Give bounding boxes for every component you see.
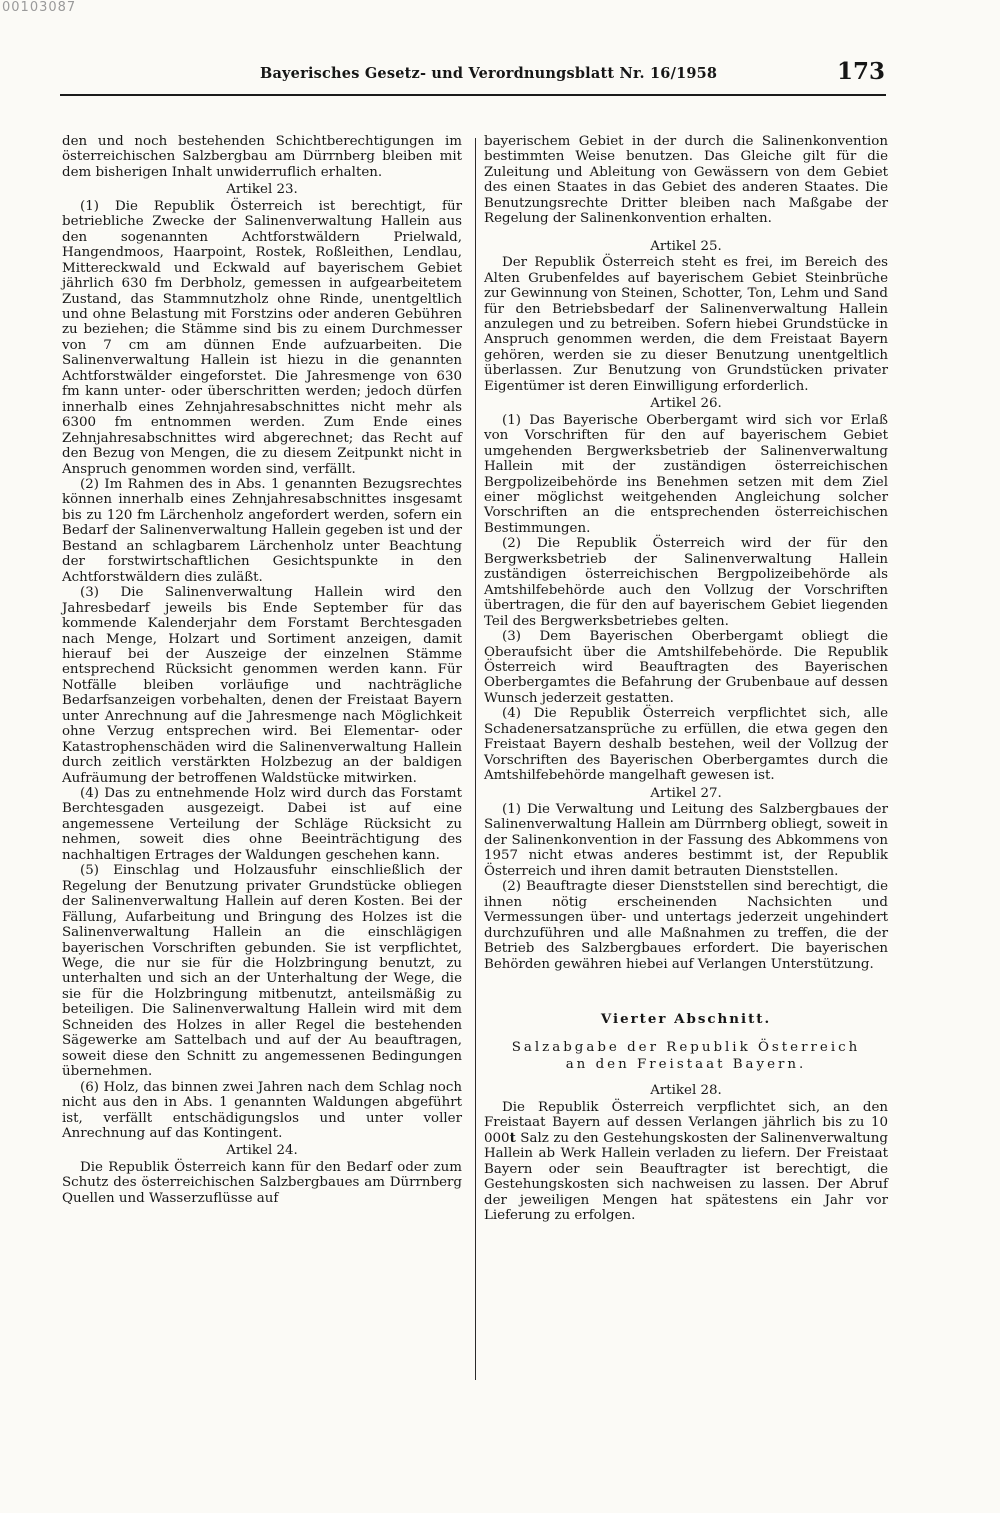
section-title: Vierter Abschnitt. (600, 1011, 772, 1028)
article-27-para-2: (2) Beauftragte dieser Dienststellen sind berechtigt, die ihnen nötig erscheinenden Nachsichten und Vermessungen über- und untertags jederzeit ungehindert durchzuführen und alle Maßnahmen zu treffen, die der Betrieb des Salzbergbaues erfordert. Die bayerischen Behörden gewähren hiebei auf Verlangen Unterstützung. (484, 879, 888, 972)
article-26-para-4: (4) Die Republik Österreich verpflichtet sich, alle Schadenersatzansprüche zu erfüllen, die etwa gegen den Freistaat Bayern deshalb bestehen, weil der Vollzug der Vorschriften des Bayerischen Oberbergamtes durch die Amtshilfebehörde mangelhaft gewesen ist. (484, 706, 888, 784)
column-divider (475, 138, 476, 1380)
article-23-para-1: (1) Die Republik Österreich ist berechtigt, für betriebliche Zwecke der Salinenverwaltung Hallein aus den sogenannten Achtforstwäldern Prielwald, Hangendmoos, Haarpoint, Rostek, Roßleithen, Lendlau, Mittereckwald und Eckwald auf bayerischem Gebiet jährlich 630 fm Derbholz, gemessen in aufgearbeitetem Zustand, das Stammnutzholz ohne Rinde, unentgeltlich und ohne Belastung mit Forstzins oder anderen Gebühren zu beziehen; die Stämme sind bis zu einem Durchmesser von 7 cm am dünnen Ende aufzuarbeiten. Die Salinenverwaltung Hallein ist hiezu in die genannten Achtforstwälder eingeforstet. Die Jahresmenge von 630 fm kann unter- oder überschritten werden; jedoch dürfen innerhalb eines Zehnjahresabschnittes nicht mehr als 6300 fm entnommen werden. Zum Ende eines Zehnjahresabschnittes wird abgerechnet; das Recht auf den Bezug von Mengen, die zu diesem Zeitpunkt nicht in Anspruch genommen worden sind, verfällt. (62, 198, 462, 477)
article-23-para-6: (6) Holz, das binnen zwei Jahren nach dem Schlag noch nicht aus den in Abs. 1 genannten Waldungen abgeführt ist, verfällt entschädigungslos und unter voller Anrechnung auf das Kontingent. (62, 1079, 462, 1141)
article-28-text-b: Salz zu den Gestehungskosten der Salinenverwaltung Hallein ab Werk Hallein verladen zu liefern. Der Freistaat Bayern oder sein Beauftragter ist berechtigt, die Gestehungskosten sich nachweisen zu lassen. Der Abruf der jeweiligen Mengen hat spätestens ein Jahr vor Lieferung zu erfolgen. (484, 1130, 888, 1224)
article-23-para-3: (3) Die Salinenverwaltung Hallein wird den Jahresbedarf jeweils bis Ende September für das kommende Kalenderjahr dem Forstamt Berchtesgaden nach Menge, Holzart und Sortiment anzeigen, damit hierauf bei der Auszeige der einzelnen Stämme entsprechend Rücksicht genommen werden kann. Für Notfälle bleiben vorläufige und nachträgliche Bedarfsanzeigen vorbehalten, denen der Freistaat Bayern unter Anrechnung auf die Jahresmenge nach Möglichkeit ohne Verzug entsprechen wird. Bei Elementar- oder Katastrophenschäden wird die Salinenverwaltung Hallein durch zeitlich verstärkten Holzbezug an der baldigen Aufräumung der betroffenen Waldstücke mitwirken. (62, 585, 462, 786)
article-27-para-1: (1) Die Verwaltung und Leitung des Salzbergbaues der Salinenverwaltung Hallein am Dürrnberg obliegt, soweit in der Salinenkonvention in der Fassung des Abkommens von 1957 nicht etwas anderes bestimmt ist, der Republik Österreich und ihren damit betrauten Dienststellen. (484, 802, 888, 879)
article-26-para-2: (2) Die Republik Österreich wird der für den Bergwerksbetrieb der Salinenverwaltung Hallein zuständigen österreichischen Bergpolizeibehörde als Amtshilfebehörde auch den Vollzug der Vorschriften übertragen, die für den auf bayerischem Gebiet liegenden Teil des Bergwerksbetriebes gelten. (484, 536, 888, 629)
article-23-heading: Artikel 23. (226, 182, 298, 198)
paragraph-continuation: den und noch bestehenden Schichtberechtigungen im österreichischen Salzbergbau am Dürrnberg bleiben mit dem bisherigen Inhalt unwiderruflich erhalten. (62, 134, 462, 180)
header-rule (60, 94, 886, 96)
article-25-heading: Artikel 25. (650, 238, 722, 254)
article-24-para-1: Die Republik Österreich kann für den Bedarf oder zum Schutz des österreichischen Salzbergbaues am Dürrnberg Quellen und Wasserzuflüsse auf (62, 1159, 462, 1206)
left-column (62, 134, 462, 1206)
article-23-para-2: (2) Im Rahmen des in Abs. 1 genannten Bezugsrechtes können innerhalb eines Zehnjahresabschnittes insgesamt bis zu 120 fm Lärchenholz angefordert werden, sofern ein Bedarf der Salinenverwaltung Hallein gegeben ist und der Bestand an schlagbarem Lärchenholz unter Beachtung der forstwirtschaftlichen Gesichtspunkte in den Achtforstwäldern dies zuläßt. (62, 476, 462, 585)
article-28-para-1 (484, 1100, 888, 1224)
article-28-heading: Artikel 28. (650, 1083, 722, 1099)
archive-stamp: 00103087 (2, 0, 77, 15)
right-column (484, 134, 888, 1224)
article-28-unit: t (509, 1129, 516, 1146)
article-27-heading: Artikel 27. (650, 785, 722, 801)
publication-title: Bayerisches Gesetz- und Verordnungsblatt Nr. 16/1958 (260, 65, 718, 82)
section-subtitle-line-2: an den Freistaat Bayern. (565, 1057, 807, 1073)
paragraph-continuation: bayerischem Gebiet in der durch die Salinenkonvention bestimmten Weise benutzen. Das Gleiche gilt für die Zuleitung und Ableitung von Gewässern von dem Gebiet des einen Staates in das Gebiet des anderen Staates. Die Benutzungsrechte Dritter bleiben nach Maßgabe der Regelung der Salinenkonvention erhalten. (484, 134, 888, 227)
page-header (60, 58, 885, 96)
article-24-heading: Artikel 24. (226, 1143, 298, 1159)
article-26-heading: Artikel 26. (650, 396, 722, 412)
section-subtitle-line-1: Salzabgabe der Republik Österreich (511, 1040, 861, 1056)
article-26-para-1: (1) Das Bayerische Oberbergamt wird sich vor Erlaß von Vorschriften für den auf bayerischem Gebiet umgehenden Bergwerksbetrieb der Salinenverwaltung Hallein mit der zuständigen österreichischen Bergpolizeibehörde ins Benehmen setzen mit dem Ziel einer möglichst weitgehenden Angleichung solcher Vorschriften an die entsprechenden österreichischen Bestimmungen. (484, 412, 888, 536)
article-23-para-5: (5) Einschlag und Holzausfuhr einschließlich der Regelung der Benutzung privater Grundstücke obliegen der Salinenverwaltung Hallein auf deren Kosten. Bei der Fällung, Aufarbeitung und Bringung des Holzes ist die Salinenverwaltung Hallein an die einschlägigen bayerischen Vorschriften gebunden. Sie ist verpflichtet, Wege, die nur sie für die Holzbringung benutzt, zu unterhalten und sich an der Unterhaltung der Wege, die sie für die Holzbringung mitbenutzt, anteilsmäßig zu beteiligen. Die Salinenverwaltung Hallein wird mit dem Schneiden des Holzes in aller Regel die bestehenden Sägewerke am Sattelbach und auf der Au beauftragen, soweit diese den Schnitt zu angemessenen Bedingungen übernehmen. (62, 863, 462, 1080)
article-26-para-3: (3) Dem Bayerischen Oberbergamt obliegt die Oberaufsicht über die Amtshilfebehörde. Die Republik Österreich wird Beauftragten des Bayerischen Oberbergamtes die Befahrung der Grubenbaue auf dessen Wunsch jederzeit gestatten. (484, 629, 888, 706)
article-23-para-4: (4) Das zu entnehmende Holz wird durch das Forstamt Berchtesgaden ausgezeigt. Dabei ist auf eine angemessene Verteilung der Schläge Rücksicht zu nehmen, soweit dies ohne Beeinträchtigung des nachhaltigen Ertrages der Waldungen geschehen kann. (62, 786, 462, 863)
page-number: 173 (836, 58, 885, 85)
article-28-text-a: Die Republik Österreich verpflichtet sich, an den Freistaat Bayern auf dessen Verlangen jährlich bis zu 10 000 (484, 1099, 888, 1146)
article-25-para-1: Der Republik Österreich steht es frei, im Bereich des Alten Grubenfeldes auf bayerischem Gebiet Steinbrüche zur Gewinnung von Steinen, Schotter, Ton, Lehm und Sand für den Betriebsbedarf der Salinenverwaltung Hallein anzulegen und zu betreiben. Sofern hiebei Grundstücke in Anspruch genommen werden, die dem Freistaat Bayern gehören, werden sie zu dieser Benutzung unentgeltlich überlassen. Zur Benutzung von Grundstücken privater Eigentümer ist deren Einwilligung erforderlich. (484, 255, 888, 394)
